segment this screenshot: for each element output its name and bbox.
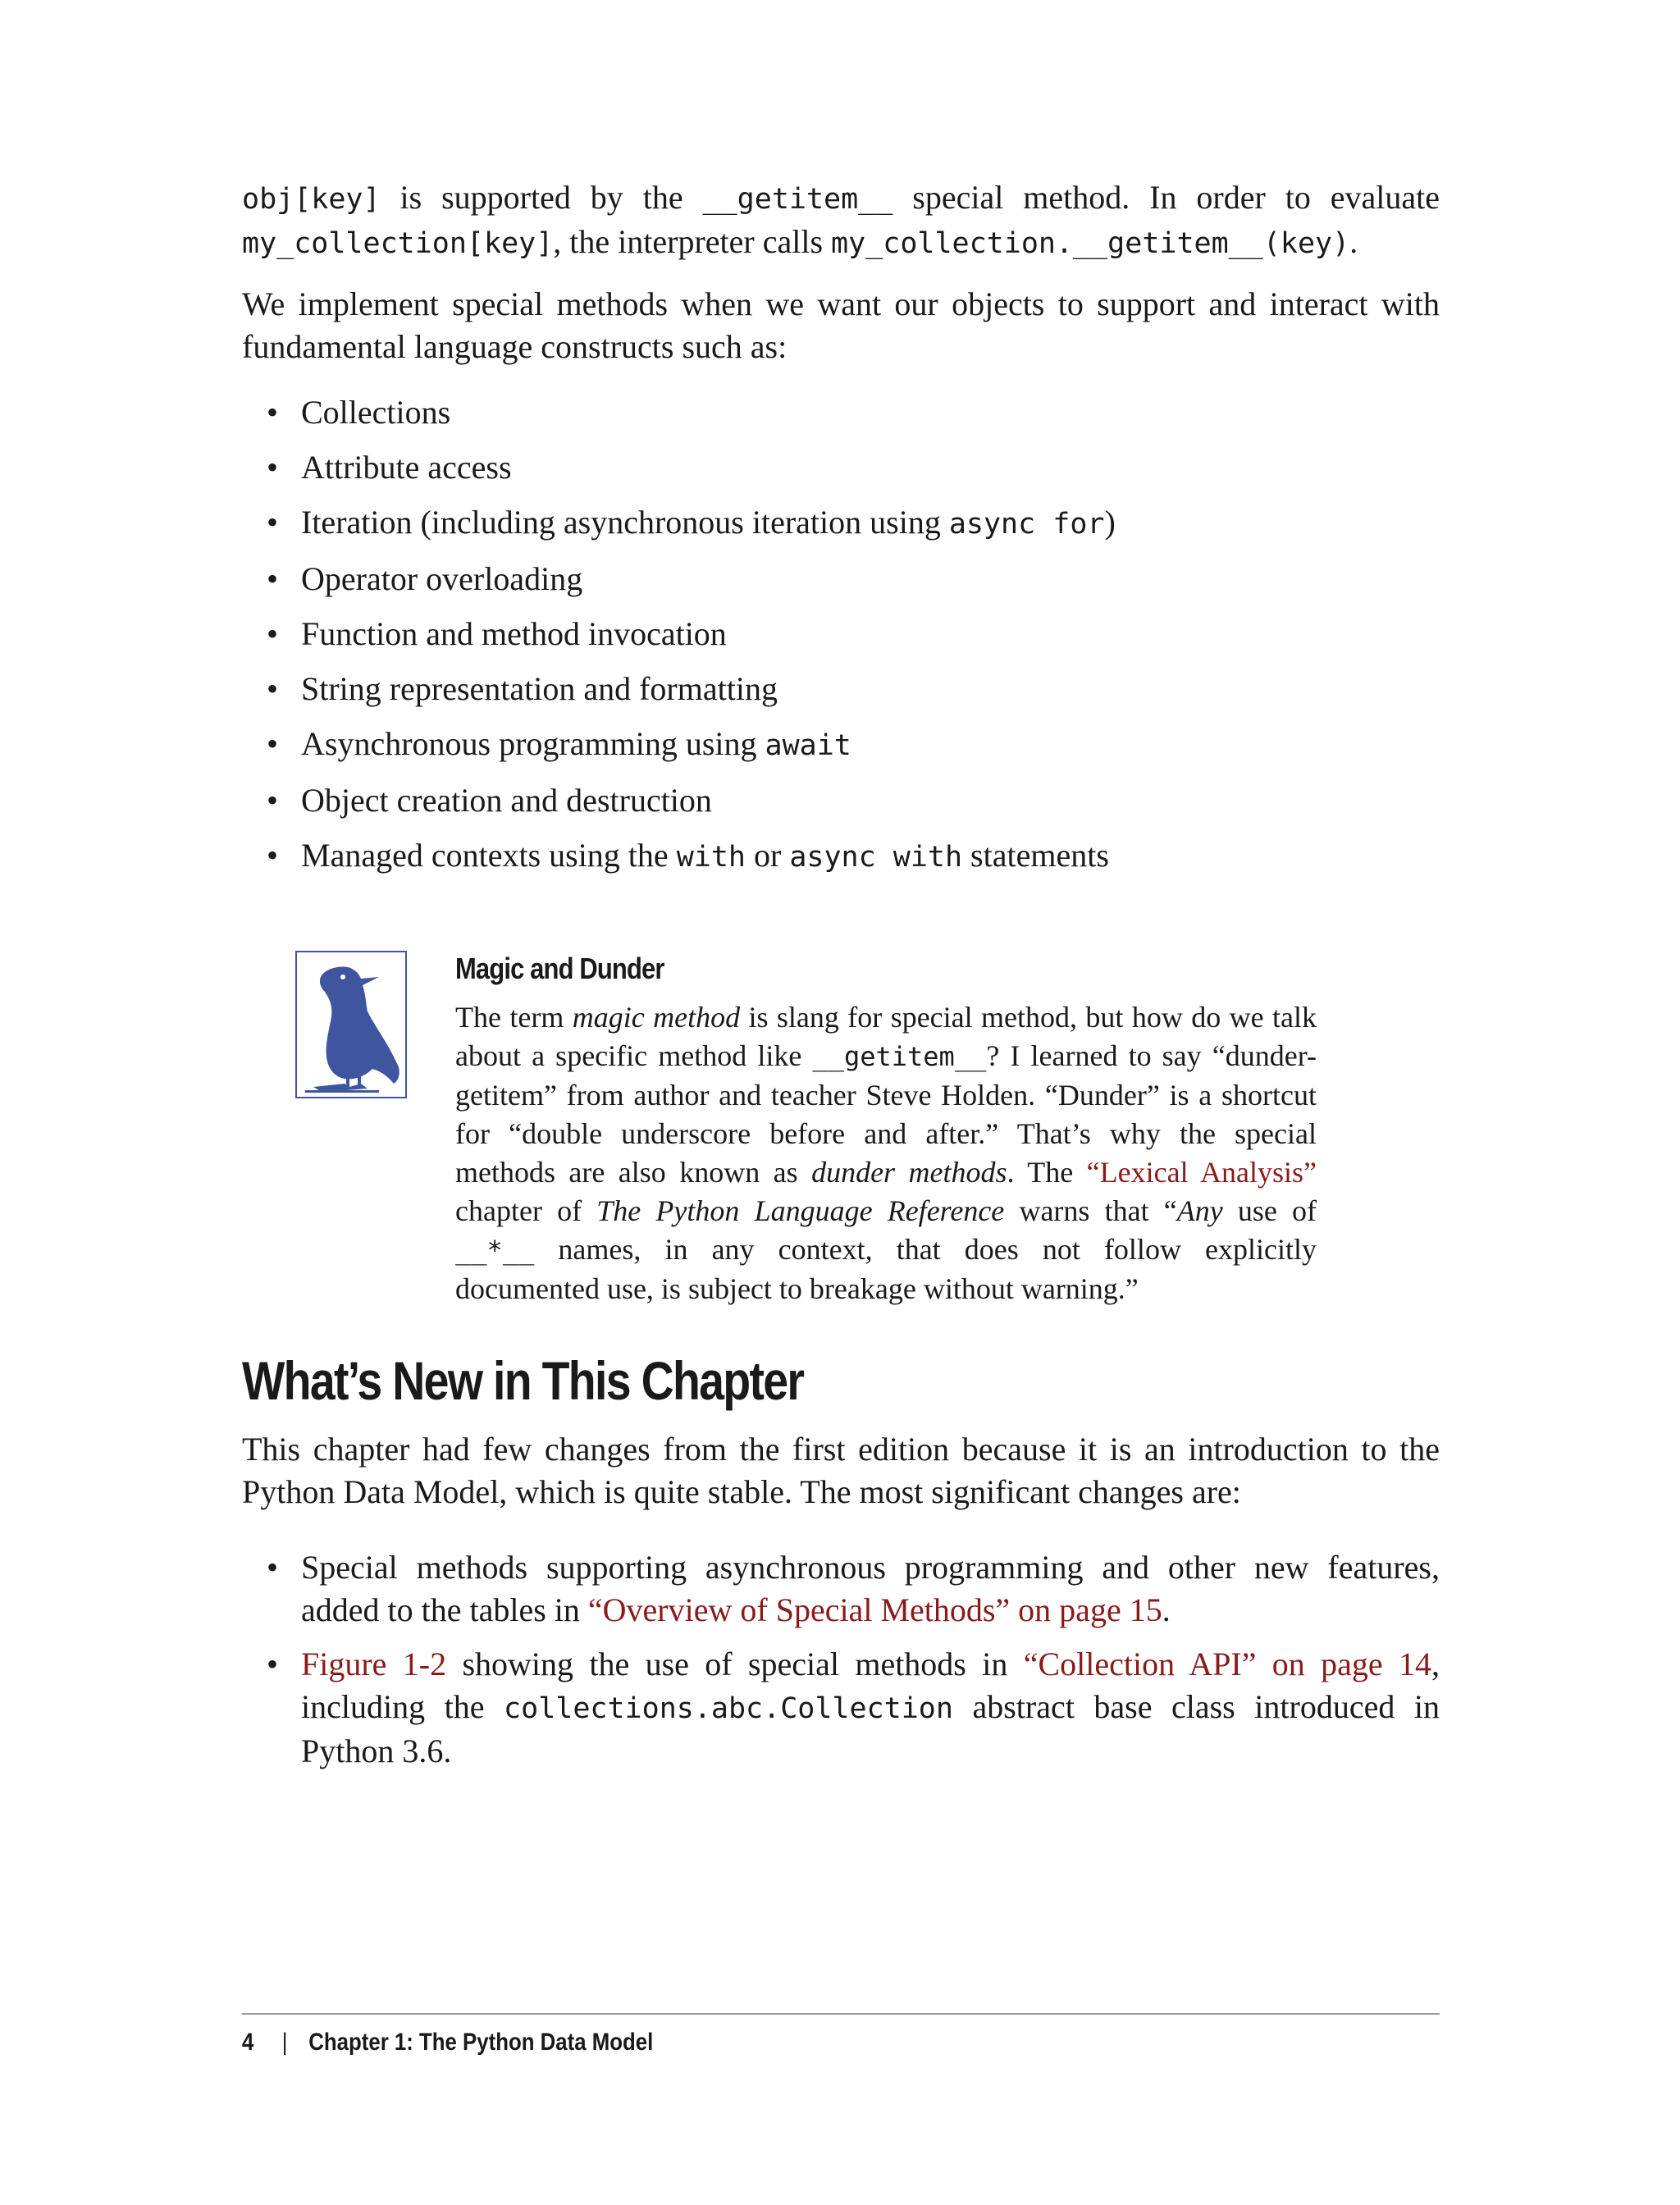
code-getitem: __getitem__ xyxy=(702,183,893,216)
text: ? I learned to say “dunder-getitem” from author and teacher Steve Holden. “Dunder” is a shortcut for “double underscore before and after.” That’s why the special methods are also known as xyxy=(455,1039,1317,1189)
list-item xyxy=(242,723,1440,767)
bullet-icon: • xyxy=(267,560,279,597)
note-text xyxy=(455,998,1317,1308)
list-item xyxy=(242,391,1440,434)
note-title: Magic and Dunder xyxy=(455,952,664,985)
figure-1-2-link[interactable]: Figure 1-2 xyxy=(301,1646,447,1682)
changes-list xyxy=(242,1546,1440,1773)
footer-separator: | xyxy=(281,2029,288,2056)
crow-illustration xyxy=(297,952,405,1097)
text: is slang for special method, but how do we talk about a specific method like xyxy=(455,1001,1317,1072)
text: or xyxy=(745,837,790,874)
list-item-text: Asynchronous programming using xyxy=(301,725,765,762)
emphasis: Any xyxy=(1176,1194,1223,1227)
list-item-text: Function and method invocation xyxy=(301,615,727,652)
code-async-with: async with xyxy=(789,841,963,874)
code-with: with xyxy=(676,841,746,874)
list-item-text: Managed contexts using the xyxy=(301,837,677,874)
text: . The xyxy=(1007,1156,1087,1189)
text: use of xyxy=(1222,1194,1317,1227)
list-item xyxy=(242,446,1440,489)
text: abstract base class introduced in Python 3.6. xyxy=(301,1688,1440,1769)
lexical-analysis-link[interactable]: “Lexical Analysis” xyxy=(1086,1156,1317,1189)
crow-icon xyxy=(295,951,407,1098)
page-footer xyxy=(242,2013,1440,2059)
text: . xyxy=(1162,1591,1171,1628)
text: special method. In order to evaluate xyxy=(892,179,1440,216)
bullet-icon: • xyxy=(267,670,279,707)
bullet-icon: • xyxy=(267,504,279,541)
list-item xyxy=(242,834,1440,879)
overview-special-methods-link[interactable]: “Overview of Special Methods” on page 15 xyxy=(587,1591,1162,1628)
text: , the interpreter calls xyxy=(553,223,832,260)
list-item xyxy=(242,501,1440,546)
page-number: 4 xyxy=(242,2029,254,2056)
list-item-text: Special methods supporting asynchronous programming and other new features, added to the tables in xyxy=(301,1549,1440,1628)
text: statements xyxy=(962,837,1109,874)
code-await: await xyxy=(765,729,851,762)
code-async-for: async for xyxy=(948,508,1105,541)
bullet-icon: • xyxy=(267,1549,279,1586)
list-item xyxy=(242,1546,1440,1632)
list-item-text: Operator overloading xyxy=(301,560,583,597)
code-my-collection-key: my_collection[key] xyxy=(242,227,554,260)
bullet-icon: • xyxy=(267,615,279,652)
text: warns that “ xyxy=(1004,1194,1177,1227)
note-body xyxy=(455,951,1317,1308)
emphasis: dunder methods xyxy=(811,1156,1007,1189)
emphasis: The Python Language Reference xyxy=(596,1194,1005,1227)
bullet-icon: • xyxy=(267,782,279,819)
code-dunder-wildcard: __*__ xyxy=(455,1235,535,1266)
page-content xyxy=(242,176,1440,1773)
bullet-icon: • xyxy=(267,449,279,486)
bullet-icon: • xyxy=(267,394,279,431)
footer-rule xyxy=(242,2013,1440,2015)
note-box xyxy=(242,951,1440,1361)
bullet-icon: • xyxy=(267,837,279,874)
collection-api-link[interactable]: “Collection API” on page 14 xyxy=(1023,1646,1431,1682)
chapter-title: Chapter 1: The Python Data Model xyxy=(308,2029,654,2056)
code-collections-abc: collections.abc.Collection xyxy=(504,1692,953,1725)
list-item-text: Collections xyxy=(301,394,451,431)
code-obj-key: obj[key] xyxy=(242,183,381,216)
bullet-icon: • xyxy=(267,1646,279,1682)
text: showing the use of special methods in xyxy=(446,1646,1024,1682)
text: is supported by the xyxy=(380,179,703,216)
list-item xyxy=(242,668,1440,710)
section-paragraph: This chapter had few changes from the first edition because it is an introduction to the Python Data Model, which is quite stable. The most significant changes are: xyxy=(242,1431,1440,1510)
implement-paragraph: We implement special methods when we want our objects to support and interact with fundamental language constructs such as: xyxy=(242,285,1440,365)
intro-paragraph xyxy=(242,176,1440,265)
emphasis: magic method xyxy=(572,1001,741,1034)
list-item-text: Attribute access xyxy=(301,449,512,486)
text: ) xyxy=(1104,504,1116,541)
code-getitem: __getitem__ xyxy=(812,1041,987,1072)
section-heading: What’s New in This Chapter xyxy=(242,1350,804,1411)
code-getitem-call: my_collection.__getitem__(key) xyxy=(831,227,1350,260)
text: names, in any context, that does not follow explicitly documented use, is subject to breakage without warning.” xyxy=(455,1233,1317,1305)
list-item xyxy=(242,779,1440,822)
list-item-text: Iteration (including asynchronous iteration using xyxy=(301,504,949,541)
list-item-text: Object creation and destruction xyxy=(301,782,712,819)
list-item xyxy=(242,1643,1440,1773)
text: chapter of xyxy=(455,1194,597,1227)
footer-text xyxy=(242,2026,1272,2059)
list-item xyxy=(242,613,1440,655)
list-item-text: String representation and formatting xyxy=(301,670,778,707)
list-item xyxy=(242,558,1440,600)
text: . xyxy=(1349,223,1358,260)
bullet-icon: • xyxy=(267,725,279,762)
text: The term xyxy=(455,1001,573,1034)
text: , including the xyxy=(301,1646,1440,1725)
constructs-list xyxy=(242,391,1440,879)
